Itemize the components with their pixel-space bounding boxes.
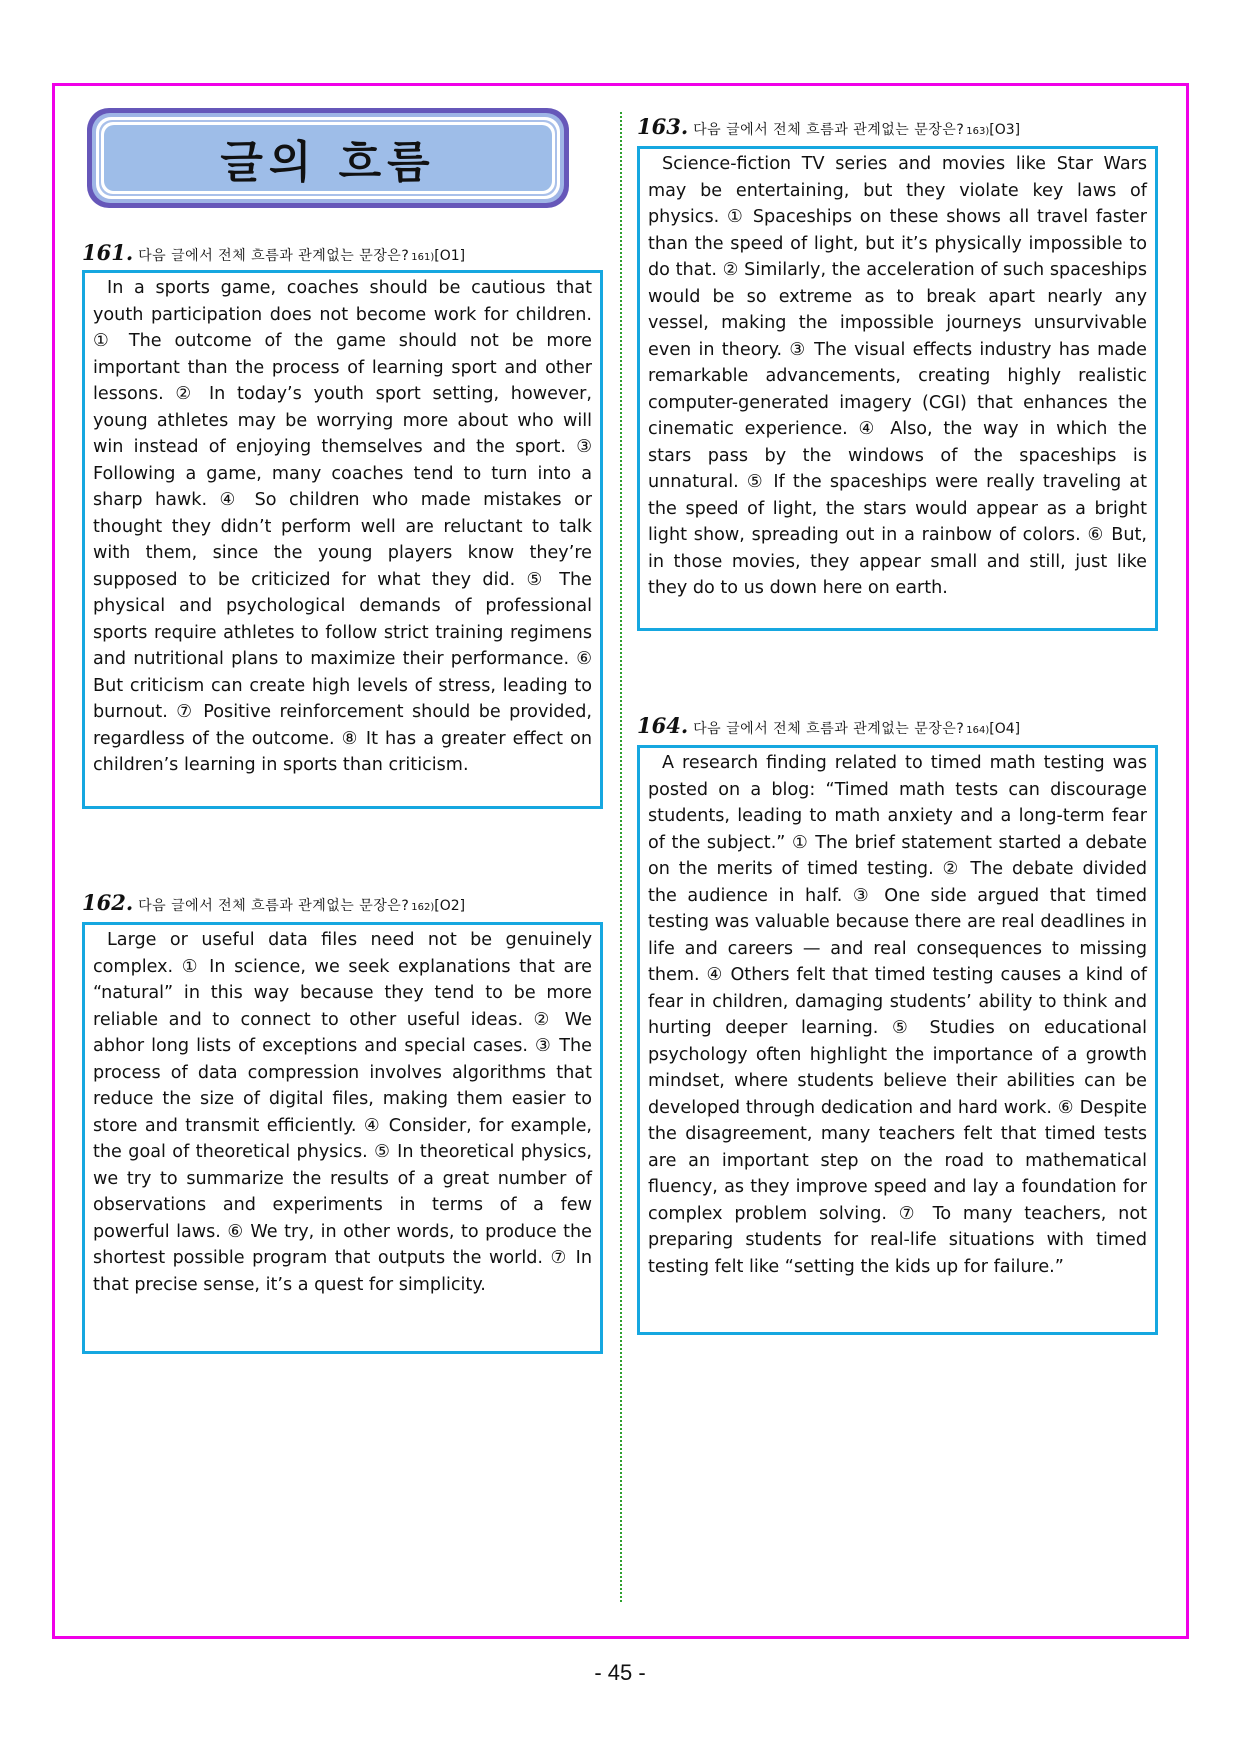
question-prompt: 다음 글에서 전체 흐름과 관계없는 문장은? xyxy=(693,721,965,737)
passage-text: A research finding related to timed math testing was posted on a blog: “Timed math tests can discourage students, leading to math anxiety and a long-term fear of the subject.” ① The brief statement started a debate on the merits of timed testing. ② The debate divided the audience in half. ③ One side argued that timed testing was valuable because there are real deadlines in life and careers — and real consequences to missing them. ④ Others felt that timed testing causes a kind of fear in children, damaging students’ ability to think and hurting deeper learning. ⑤ Studies on educational psychology often highlight the importance of a growth mindset, where students believe their abilities can be developed through dedication and hard work. ⑥ Despite the disagreement, many teachers felt that timed tests are an important step on the road to mathematical fluency, as they improve speed and lay a foundation for complex problem solving. ⑦ To many teachers, not preparing students for real-life situations with timed testing felt like “setting the kids up for failure.” xyxy=(648,753,1147,1277)
section-title: 글의 흐름 xyxy=(220,137,436,188)
question-number: 162. xyxy=(82,890,134,915)
passage-box-162 xyxy=(82,922,603,1354)
question-ref: 161) xyxy=(411,252,435,263)
section-title-banner xyxy=(87,108,569,208)
passage-text: Large or useful data files need not be genuinely complex. ① In science, we seek explanations that are “natural” in this way because they tend to be more reliable and to connect to other useful ideas. ② We abhor long lists of exceptions and special cases. ③ The process of data compression involves algorithms that reduce the size of digital files, making them easier to store and transmit efficiently. ④ Consider, for example, the goal of theoretical physics. ⑤ In theoretical physics, we try to summarize the results of a great number of observations and experiments in terms of a few powerful laws. ⑥ We try, in other words, to produce the shortest possible program that outputs the world. ⑦ In that precise sense, it’s a quest for simplicity. xyxy=(93,930,592,1295)
page-number: - 45 - xyxy=(594,1660,646,1685)
question-code: [O2] xyxy=(434,898,466,914)
question-code: [O1] xyxy=(434,248,466,264)
question-header-164 xyxy=(637,713,1020,738)
question-header-162 xyxy=(82,890,465,915)
question-code: [O3] xyxy=(989,122,1021,138)
question-prompt: 다음 글에서 전체 흐름과 관계없는 문장은? xyxy=(138,248,410,264)
question-ref: 162) xyxy=(411,902,435,913)
question-ref: 164) xyxy=(966,725,990,736)
question-prompt: 다음 글에서 전체 흐름과 관계없는 문장은? xyxy=(693,122,965,138)
passage-text: Science-fiction TV series and movies like Star Wars may be entertaining, but they violate key laws of physics. ① Spaceships on these shows all travel faster than the speed of light, but it’s physically impossible to do that. ② Similarly, the acceleration of such spaceships would be so extreme as to break apart nearly any vessel, making the impossible journeys unsurvivable even in theory. ③ The visual effects industry has made remarkable advancements, creating highly realistic computer-generated imagery (CGI) that enhances the cinematic experience. ④ Also, the way in which the stars pass by the windows of the spaceships is unnatural. ⑤ If the spaceships were really traveling at the speed of light, the stars would appear as a bright light show, spreading out in a rainbow of colors. ⑥ But, in those movies, they appear small and still, just like they do to us down here on earth. xyxy=(648,154,1147,598)
question-number: 163. xyxy=(637,114,689,139)
passage-box-164 xyxy=(637,745,1158,1335)
question-number: 161. xyxy=(82,240,134,265)
question-number: 164. xyxy=(637,713,689,738)
question-header-163 xyxy=(637,114,1020,139)
question-code: [O4] xyxy=(989,721,1021,737)
passage-text: In a sports game, coaches should be cautious that youth participation does not become work for children. ① The outcome of the game should not be more important than the process of learning sport and other lessons. ② In today’s youth sport setting, however, young athletes may be worrying more about who will win instead of enjoying themselves and the sport. ③ Following a game, many coaches tend to turn into a sharp hawk. ④ So children who made mistakes or thought they didn’t perform well are reluctant to talk with them, since the young players know they’re supposed to be criticized for what they did. ⑤ The physical and psychological demands of professional sports require athletes to follow strict training regimens and nutritional plans to maximize their performance. ⑥ But criticism can create high levels of stress, leading to burnout. ⑦ Positive reinforcement should be provided, regardless of the outcome. ⑧ It has a greater effect on children’s learning in sports than criticism. xyxy=(93,278,592,775)
question-ref: 163) xyxy=(966,126,990,137)
passage-box-163 xyxy=(637,146,1158,631)
question-header-161 xyxy=(82,240,465,265)
question-prompt: 다음 글에서 전체 흐름과 관계없는 문장은? xyxy=(138,898,410,914)
column-divider xyxy=(620,112,622,1602)
passage-box-161 xyxy=(82,270,603,809)
